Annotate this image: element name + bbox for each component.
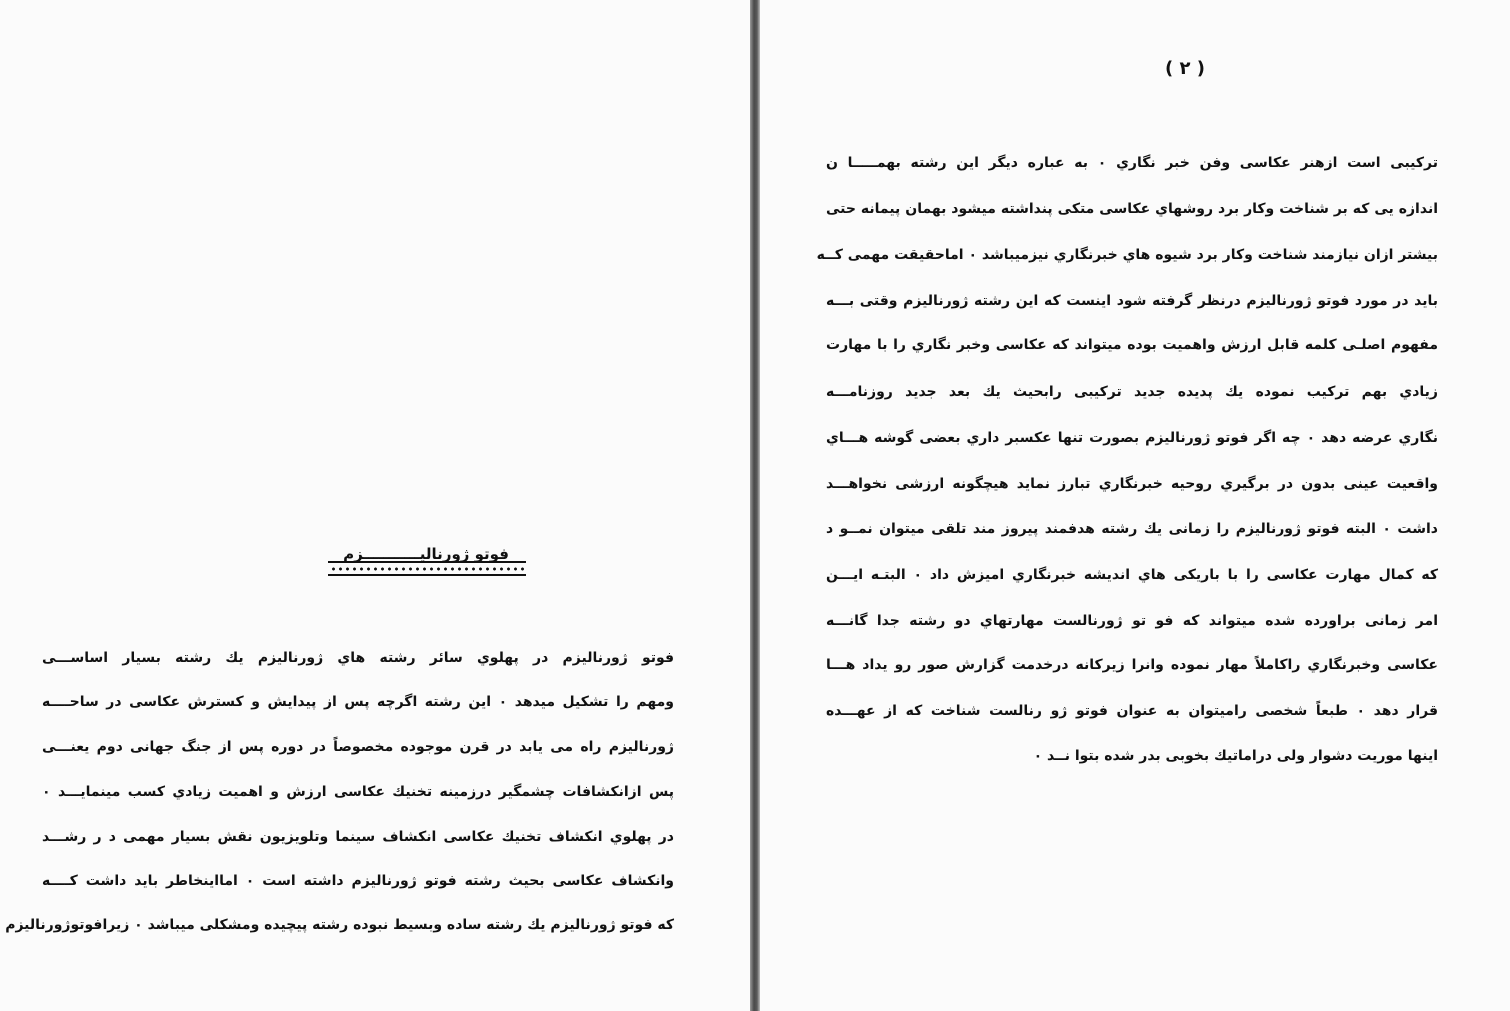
right-page: [760, 0, 1510, 1011]
body-line: ومهم را تشکیل میدهد ۰ این رشته اگرچه پس از پیدایش و کسترش عکاسی در ساحــــه: [42, 694, 674, 710]
body-line: پس ازانکشافات چشمگیر درزمینه تخنیك عکاسی ارزش و اهمیت زیادي کسب مینمایـــد ۰: [42, 784, 674, 800]
title-dotted-underline: [330, 566, 524, 572]
title-underline-bottom: [328, 574, 526, 576]
body-line: وانکشاف عکاسی بحیث رشته فوتو ژورنالیزم داشته است ۰ امااینخاطر باید داشت کــــه: [42, 873, 675, 889]
body-line: بیشتر ازان نیازمند شناخت وکار برد شیوه هاي خبرنگاري نیزمیباشد ۰ اماحقیقت مهمی کــه: [816, 247, 1438, 263]
body-line: که فوتو ژورنالیزم یك رشته ساده وبسیط نبوده رشته پیچیده ومشکلی میباشد ۰ زیرافوتوژورنالیزم: [5, 917, 674, 933]
body-line: واقعیت عینی بدون در برگیري روحیه خبرنگاري تبارز نماید هیچگونه ارزشی نخواهـــد: [826, 476, 1438, 492]
body-line: فوتو ژورنالیزم در پهلوي سائر رشته هاي ژورنالیزم یك رشته بسیار اساســـی: [42, 650, 674, 666]
body-line: امر زمانی براورده شده میتواند که فو تو ژورنالست مهارتهاي دو رشته جدا گانـــه: [826, 613, 1438, 629]
page-number: ( ۲ ): [1165, 58, 1205, 79]
body-line: داشت ۰ البته فوتو ژورنالیزم را زمانی یك رشته هدفمند پیروز مند تلقی میتوان نمــو د: [826, 521, 1438, 537]
body-line: که کمال مهارت عکاسی را با باریکی هاي اندیشه خبرنگاري امیزش داد ۰ البتـه ایـــن: [826, 567, 1438, 583]
left-page: [0, 0, 750, 1011]
body-line: ترکیبی است ازهنر عکاسی وفن خبر نگاري ۰ به عباره دیگر این رشته بهمـــــا ن: [826, 155, 1438, 171]
body-line: زیادي بهم ترکیب نموده یك پدیده جدید ترکیبی رابحیث یك بعد جدید روزنامـــه: [826, 384, 1438, 400]
body-line: قرار دهد ۰ طبعاً شخصی رامیتوان به عنوان فوتو ژو رنالست شناخت که از عهـــده: [826, 703, 1438, 719]
body-line: ژورنالیزم راه می یابد در قرن موجوده مخصوصاً در دوره پس از جنگ جهانی دوم یعنـــی: [42, 739, 674, 755]
body-line: باید در مورد فوتو ژورنالیزم درنظر گرفته شود اینست که این رشته ژورنالیزم وقتی بـــه: [826, 293, 1438, 309]
body-line: نگاري عرضه دهد ۰ چه اگر فوتو ژورنالیزم بصورت تنها عکسبر داري بعضی گوشه هـــاي: [826, 430, 1438, 446]
body-line: اینها موریت دشوار ولی دراماتیك بخوبی بدر شده بتوا نــد ۰: [1033, 748, 1438, 764]
body-line: در پهلوي انکشاف تخنیك عکاسی انکشاف سینما وتلویزیون نقش بسیار مهمی د ر رشـــد: [42, 829, 674, 845]
body-line: عکاسی وخبرنگاري راکاملاً مهار نموده وانرا زیرکانه درخدمت گزارش صور رو یداد هـــا: [826, 657, 1438, 673]
book-gutter: [750, 0, 760, 1011]
section-title: فوتو ژورنالیـــــــــــزم: [343, 545, 509, 563]
body-line: مفهوم اصلـی کلمه قابل ارزش واهمیت بوده میتواند که عکاسی وخبر نگاري را با مهارت: [826, 337, 1438, 353]
title-underline-top: [328, 561, 526, 563]
body-line: اندازه یی که بر شناخت وکار برد روشهاي عکاسی متکی پنداشته میشود بهمان پیمانه حتی: [826, 201, 1438, 217]
